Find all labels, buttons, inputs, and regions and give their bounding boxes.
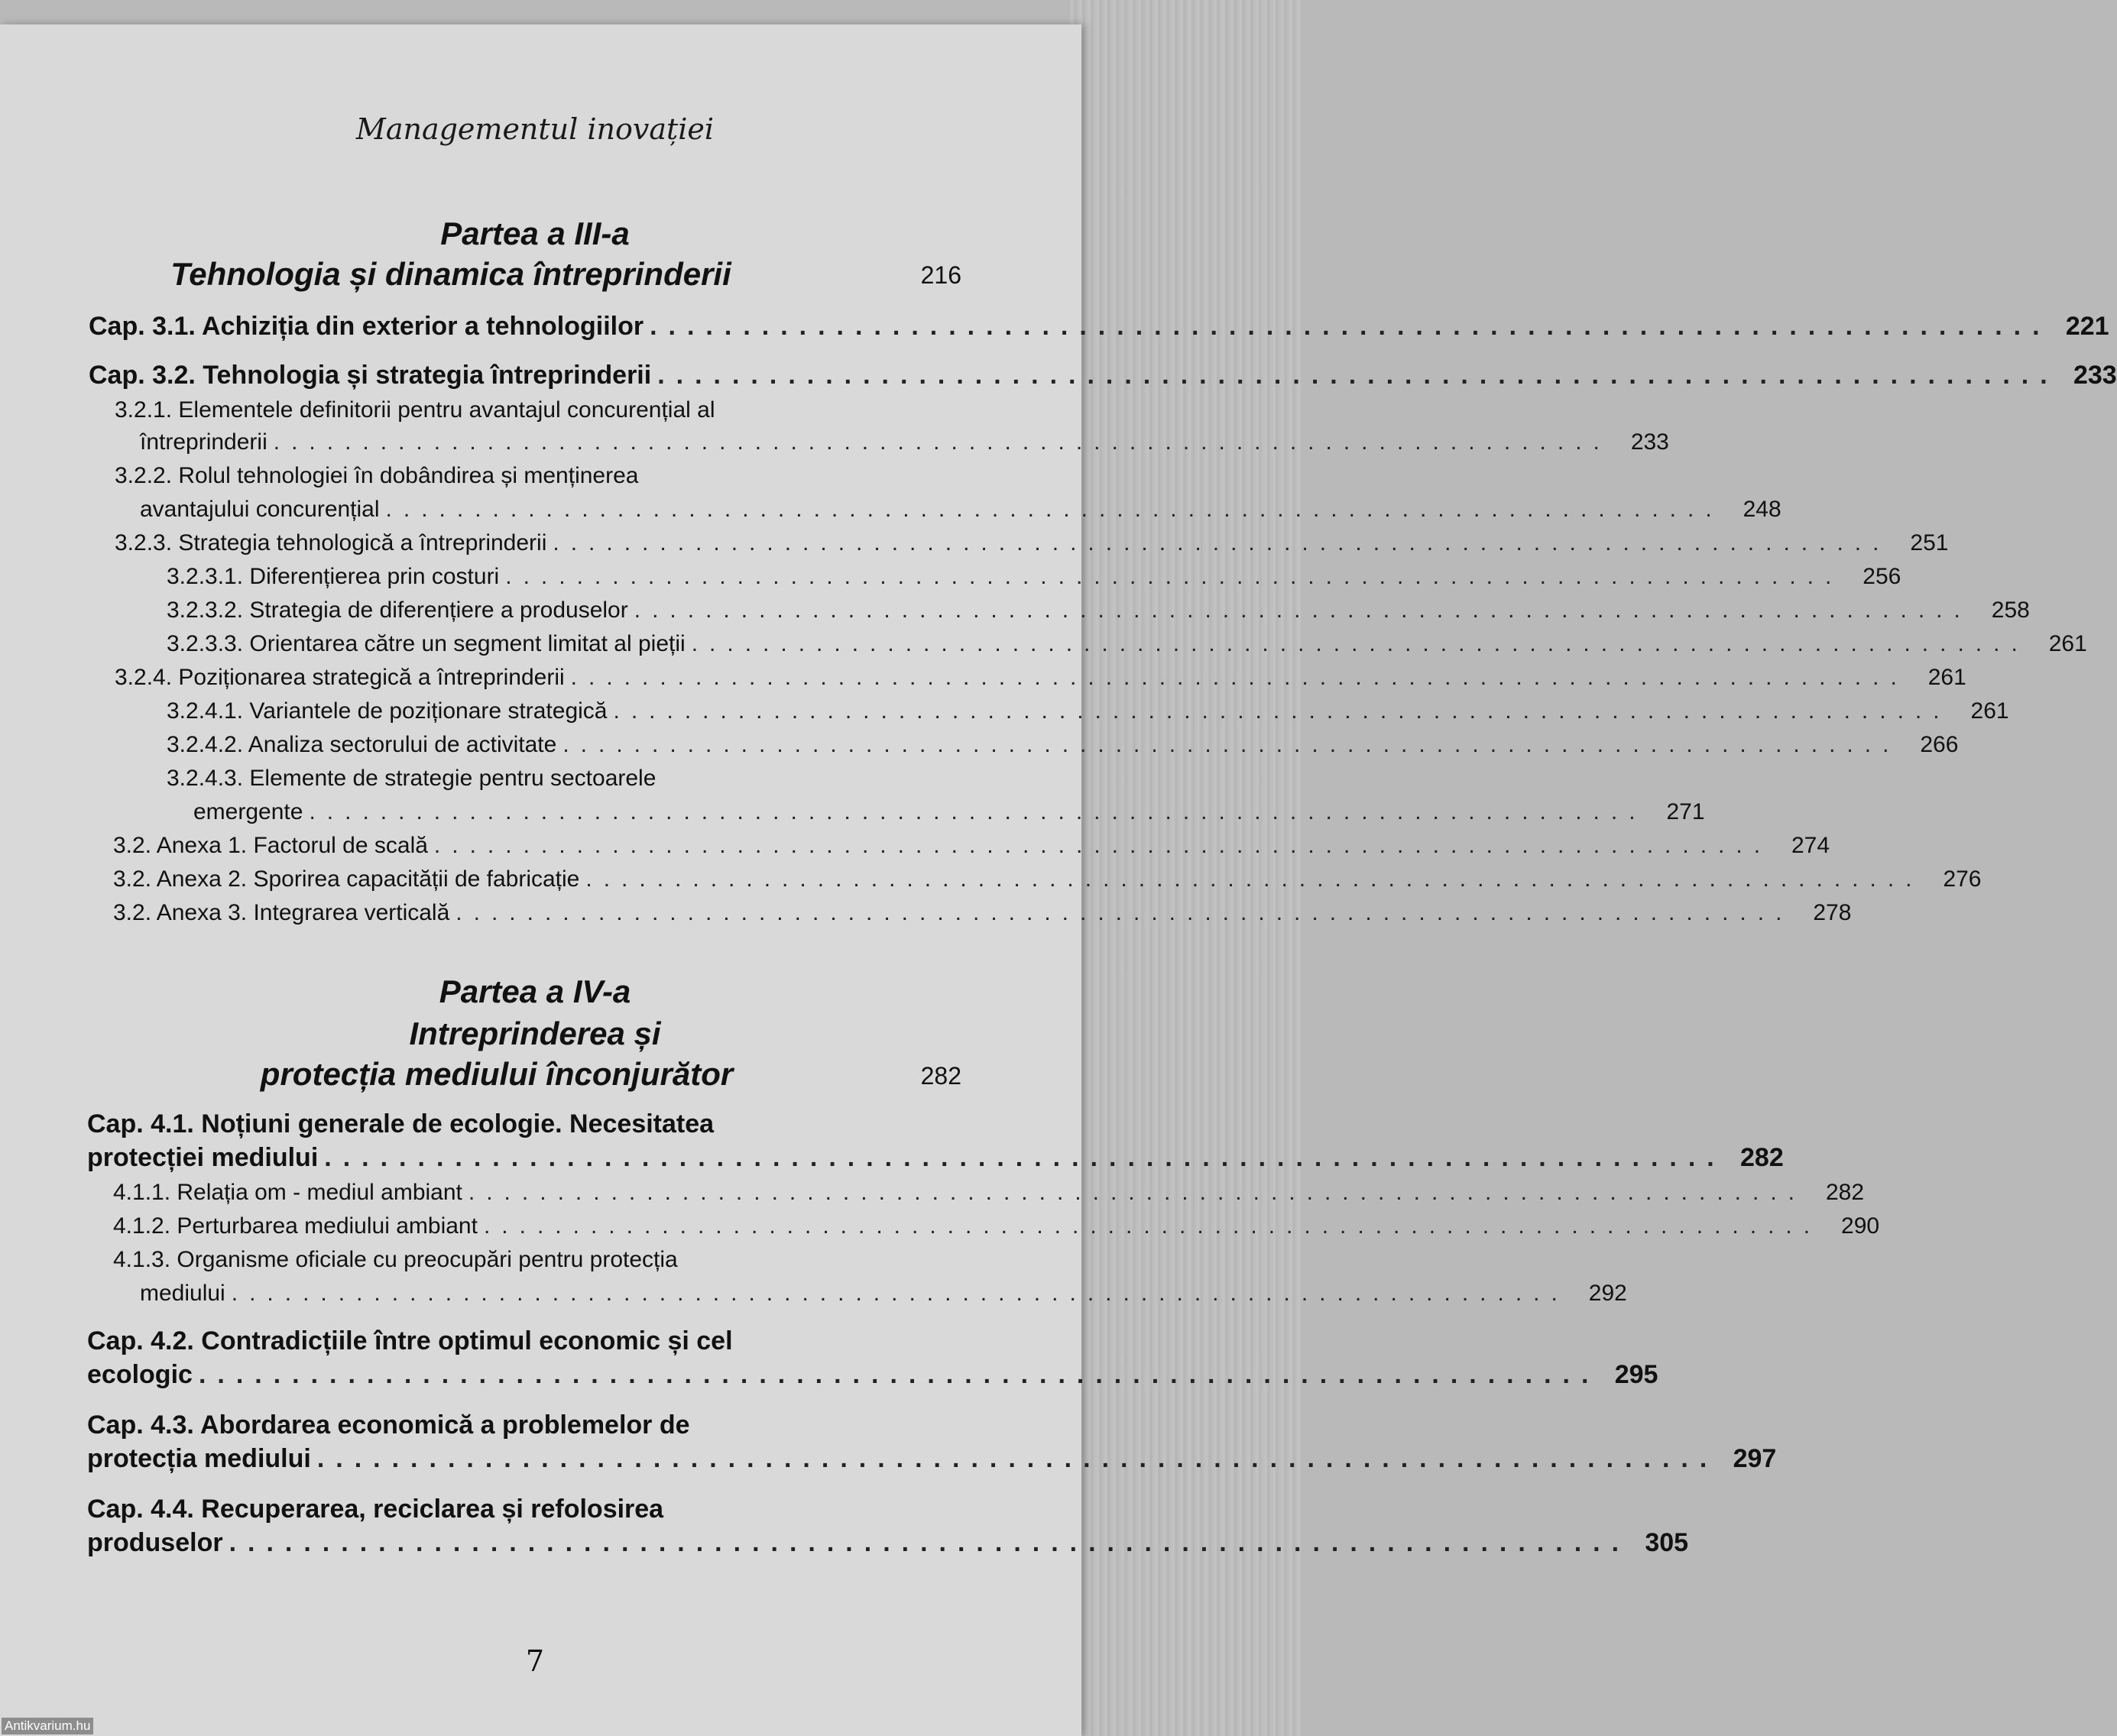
- entry-page: 282: [1825, 1180, 1865, 1205]
- entry-label: 3.2.3.3. Orientarea către un segment limitat al pieții: [167, 631, 686, 656]
- dot-leader: ...........................................................................: [273, 429, 1611, 455]
- entry-label: ecologic: [87, 1360, 193, 1389]
- entry-label: 4.1.1. Relația om - mediul ambiant: [113, 1180, 462, 1205]
- toc-entry-annex-3[interactable]: [113, 900, 1852, 926]
- toc-entry-cap-4-4-line1: Cap. 4.4. Recuperarea, reciclarea și refolosirea: [87, 1495, 664, 1524]
- dot-leader: ...........................................................................: [570, 665, 1908, 690]
- part3-title: Partea a III-a: [440, 215, 630, 251]
- part4-subtitle-1: Intreprinderea și: [409, 1015, 661, 1051]
- dot-leader: ...........................................................................: [455, 900, 1794, 925]
- toc-entry-cap-4-1-line1: Cap. 4.1. Noțiuni generale de ecologie. Necesitatea: [87, 1109, 715, 1138]
- toc-entry-4-1-3-line1: 4.1.3. Organisme oficiale cu preocupări pentru protecția: [113, 1247, 678, 1272]
- entry-label: Cap. 3.2. Tehnologia și strategia întreprinderii: [89, 361, 652, 390]
- entry-label: 3.2.4. Poziționarea strategică a întreprinderii: [115, 665, 565, 690]
- dot-leader: ...........................................................................: [650, 312, 2051, 341]
- entry-page: 261: [1927, 665, 1966, 690]
- entry-page: 251: [1910, 530, 1949, 555]
- entry-label: 3.2. Anexa 2. Sporirea capacității de fabricație: [113, 866, 580, 892]
- entry-label: Cap. 3.1. Achiziția din exterior a tehnologiilor: [89, 312, 644, 341]
- entry-label: emergente: [193, 799, 303, 824]
- entry-label: 3.2.3. Strategia tehnologică a întreprinderii: [115, 530, 547, 555]
- entry-page: 256: [1863, 564, 1901, 589]
- running-header: Managementul inovației: [355, 112, 715, 146]
- toc-entry-3-2-4-1[interactable]: [167, 698, 2009, 724]
- dot-leader: ...........................................................................: [657, 361, 2059, 390]
- dot-leader: ...........................................................................: [385, 497, 1723, 522]
- entry-page: 282: [1740, 1143, 1784, 1172]
- toc-entry-4-1-1[interactable]: [113, 1180, 1865, 1206]
- entry-page: 297: [1733, 1444, 1777, 1473]
- entry-page: 295: [1614, 1360, 1658, 1389]
- part4-title: Partea a IV-a: [439, 973, 631, 1009]
- toc-entry-3-2-3-2[interactable]: [167, 598, 2030, 623]
- toc-entry-3-2-3-1[interactable]: [167, 564, 1901, 590]
- entry-label: mediului: [140, 1281, 225, 1306]
- dot-leader: ...........................................................................: [316, 1444, 1719, 1473]
- entry-label: 3.2. Anexa 1. Factorul de scală: [113, 833, 428, 858]
- watermark: Antikvarium.hu: [2, 1718, 93, 1734]
- dot-leader: ...........................................................................: [691, 631, 2029, 656]
- entry-page: 271: [1666, 799, 1705, 824]
- toc-entry-3-2-4[interactable]: [115, 665, 1966, 691]
- entry-label: protecției mediului: [87, 1143, 319, 1172]
- toc-entry-annex-2[interactable]: [113, 866, 1982, 892]
- toc-entry-cap-4-3-line1: Cap. 4.3. Abordarea economică a problemelor de: [87, 1410, 690, 1440]
- toc-entry-3-2-2-line1: 3.2.2. Rolul tehnologiei în dobândirea și menținerea: [115, 463, 639, 488]
- dot-leader: ...........................................................................: [231, 1281, 1569, 1306]
- toc-entry-cap-3-1[interactable]: [89, 312, 2109, 342]
- page-number: 7: [525, 1644, 545, 1678]
- dot-leader: ...........................................................................: [585, 866, 1924, 892]
- entry-page: 266: [1920, 732, 1959, 757]
- part3-page: 216: [920, 261, 961, 289]
- entry-label: avantajului concurențial: [140, 497, 380, 522]
- entry-label: 3.2.4.2. Analiza sectorului de activitate: [167, 732, 557, 757]
- toc-entry-cap-3-2[interactable]: [89, 361, 2117, 390]
- entry-page: 233: [2073, 361, 2117, 390]
- dot-leader: ...........................................................................: [468, 1180, 1807, 1205]
- entry-page: 290: [1841, 1213, 1880, 1239]
- entry-page: 274: [1791, 833, 1830, 858]
- entry-page: 248: [1743, 497, 1781, 522]
- entry-page: 292: [1588, 1281, 1627, 1306]
- dot-leader: ...........................................................................: [324, 1143, 1726, 1172]
- dot-leader: ...........................................................................: [483, 1213, 1822, 1239]
- part4-subtitle-2: protecția mediului înconjurător: [260, 1056, 734, 1092]
- entry-page: 221: [2065, 312, 2109, 341]
- dot-leader: ...........................................................................: [309, 799, 1647, 824]
- dot-leader: ...........................................................................: [553, 530, 1891, 555]
- toc-entry-cap-4-2[interactable]: [87, 1360, 1658, 1390]
- part3-subtitle: Tehnologia și dinamica întreprinderii: [170, 256, 731, 292]
- dot-leader: ...........................................................................: [505, 564, 1843, 589]
- toc-entry-3-2-4-2[interactable]: [167, 732, 1959, 758]
- dot-leader: ...........................................................................: [229, 1528, 1631, 1557]
- entry-page: 276: [1943, 866, 1982, 892]
- entry-page: 261: [1970, 698, 2009, 724]
- entry-page: 278: [1813, 900, 1852, 925]
- toc-entry-4-1-2[interactable]: [113, 1213, 1880, 1239]
- toc-entry-3-2-3-3[interactable]: [167, 631, 2087, 657]
- dot-leader: ...........................................................................: [562, 732, 1901, 757]
- entry-label: produselor: [87, 1528, 223, 1557]
- toc-entry-3-2-1-line1: 3.2.1. Elementele definitorii pentru avantajul concurențial al: [115, 397, 715, 423]
- entry-label: 3.2.3.1. Diferențierea prin costuri: [167, 564, 500, 589]
- entry-page: 305: [1645, 1528, 1689, 1557]
- dot-leader: ...........................................................................: [613, 698, 1951, 724]
- part4-page: 282: [920, 1062, 961, 1090]
- toc-entry-cap-4-3[interactable]: [87, 1444, 1777, 1474]
- entry-page: 258: [1991, 598, 2030, 623]
- toc-entry-cap-4-2-line1: Cap. 4.2. Contradicțiile între optimul economic și cel: [87, 1326, 733, 1355]
- toc-entry-3-2-2[interactable]: [140, 497, 1781, 523]
- entry-label: 3.2.3.2. Strategia de diferențiere a produselor: [167, 598, 628, 623]
- entry-page: 233: [1630, 429, 1669, 455]
- entry-label: 3.2. Anexa 3. Integrarea verticală: [113, 900, 450, 925]
- toc-entry-4-1-3[interactable]: [140, 1281, 1627, 1307]
- entry-label: 4.1.2. Perturbarea mediului ambiant: [113, 1213, 478, 1239]
- dot-leader: ...........................................................................: [198, 1360, 1600, 1389]
- dot-leader: ...........................................................................: [634, 598, 1972, 623]
- toc-entry-3-2-4-3-line1: 3.2.4.3. Elemente de strategie pentru sectoarele: [167, 766, 656, 791]
- entry-page: 261: [2048, 631, 2087, 656]
- toc-entry-3-2-4-3[interactable]: [193, 799, 1705, 825]
- toc-entry-3-2-1[interactable]: [140, 429, 1669, 455]
- entry-label: 3.2.4.1. Variantele de poziționare strategică: [167, 698, 608, 724]
- entry-label: întreprinderii: [140, 429, 267, 455]
- entry-label: protecția mediului: [87, 1444, 311, 1473]
- toc-entry-3-2-3[interactable]: [115, 530, 1949, 556]
- toc-entry-cap-4-1[interactable]: [87, 1143, 1784, 1173]
- dot-leader: ...........................................................................: [433, 833, 1772, 858]
- book-page: [0, 24, 2117, 1736]
- toc-entry-cap-4-4[interactable]: [87, 1528, 1689, 1558]
- toc-entry-annex-1[interactable]: [113, 833, 1830, 859]
